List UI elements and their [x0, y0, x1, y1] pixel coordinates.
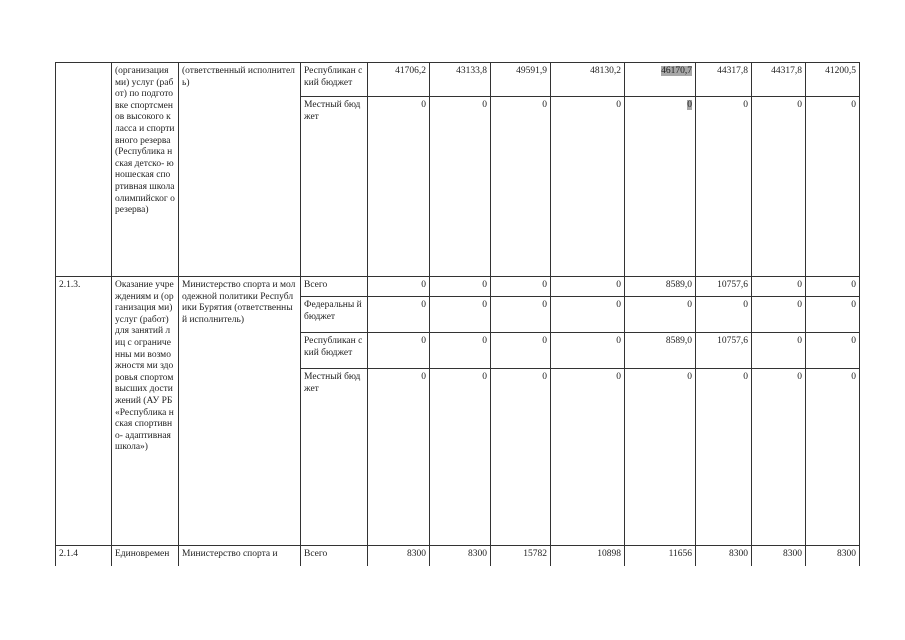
value-cell: 0 — [368, 369, 430, 546]
value-cell: 11656 — [625, 546, 696, 566]
value-cell: 0 — [430, 297, 491, 333]
value-cell: 0 — [491, 277, 551, 297]
source-cell: Всего — [301, 277, 368, 297]
value-cell: 0 — [752, 97, 806, 277]
source-cell: Местный бюджет — [301, 97, 368, 277]
table-row — [56, 63, 860, 97]
value-cell: 0 — [752, 369, 806, 546]
cursor-selection: 0 — [687, 100, 692, 110]
program-cell: Оказание учреждениям и (организация ми) услуг (работ) для занятий лиц с ограниченны ми возможностя ми здоровья спортом высших достижений (АУ РБ «Республика нская спортивно- адаптивная школа») — [112, 277, 179, 546]
source-cell: Местный бюджет — [301, 369, 368, 546]
value-cell: 0 — [696, 297, 752, 333]
value-cell: 0 — [551, 333, 625, 369]
value-cell: 0 — [806, 277, 860, 297]
value-cell: 44317,8 — [752, 63, 806, 97]
budget-table — [55, 62, 860, 566]
value-cell: 0 — [430, 97, 491, 277]
value-cell: 0 — [752, 277, 806, 297]
value-cell: 44317,8 — [696, 63, 752, 97]
value-cell: 0 — [806, 97, 860, 277]
value-cell: 0 — [368, 333, 430, 369]
value-cell: 10757,6 — [696, 277, 752, 297]
value-cell: 0 — [625, 369, 696, 546]
item-number-cell: 2.1.4 — [56, 546, 112, 566]
value-cell: 0 — [551, 97, 625, 277]
value-cell: 8300 — [696, 546, 752, 566]
value-cell: 0 — [430, 333, 491, 369]
value-cell: 8300 — [806, 546, 860, 566]
value-cell: 0 — [368, 277, 430, 297]
value-cell: 43133,8 — [430, 63, 491, 97]
value-cell: 41200,5 — [806, 63, 860, 97]
value-cell: 0 — [806, 297, 860, 333]
value-cell: 0 — [806, 369, 860, 546]
value-cell: 0 — [752, 333, 806, 369]
value-cell: 0 — [551, 369, 625, 546]
value-cell: 8300 — [752, 546, 806, 566]
executor-cell: Министерство спорта и молодежной политики Республики Бурятия (ответственный исполнитель) — [179, 277, 301, 546]
value-cell: 0 — [696, 97, 752, 277]
selected-value: 46170,7 — [661, 66, 692, 76]
value-cell: 8589,0 — [625, 277, 696, 297]
value-cell: 0 — [491, 97, 551, 277]
value-cell: 8300 — [368, 546, 430, 566]
value-cell — [625, 97, 696, 277]
value-cell — [625, 63, 696, 97]
table-row — [56, 277, 860, 297]
value-cell: 8300 — [430, 546, 491, 566]
source-cell: Федеральны й бюджет — [301, 297, 368, 333]
source-cell: Всего — [301, 546, 368, 566]
value-cell: 0 — [696, 369, 752, 546]
value-cell: 49591,9 — [491, 63, 551, 97]
value-cell: 0 — [551, 297, 625, 333]
value-cell: 41706,2 — [368, 63, 430, 97]
value-cell: 0 — [368, 297, 430, 333]
value-cell: 48130,2 — [551, 63, 625, 97]
value-cell: 0 — [752, 297, 806, 333]
value-cell: 0 — [491, 297, 551, 333]
value-cell: 8589,0 — [625, 333, 696, 369]
value-cell: 15782 — [491, 546, 551, 566]
table-row — [56, 546, 860, 566]
value-cell: 0 — [551, 277, 625, 297]
value-cell: 0 — [430, 277, 491, 297]
executor-cell: Министерство спорта и — [179, 546, 301, 566]
source-cell: Республикан ский бюджет — [301, 63, 368, 97]
value-cell: 0 — [806, 333, 860, 369]
value-cell: 0 — [491, 333, 551, 369]
value-cell: 0 — [491, 369, 551, 546]
item-number-cell: 2.1.3. — [56, 277, 112, 546]
value-cell: 0 — [625, 297, 696, 333]
program-cell: Единовремен — [112, 546, 179, 566]
value-cell: 10757,6 — [696, 333, 752, 369]
item-number-cell — [56, 63, 112, 277]
program-cell: (организация ми) услуг (работ) по подготовке спортсменов высокого класса и спортивного резерва (Республика нская детско- юношеская спортивная школа олимпийског о резерва) — [112, 63, 179, 277]
source-cell: Республикан ский бюджет — [301, 333, 368, 369]
value-cell: 10898 — [551, 546, 625, 566]
value-cell: 0 — [368, 97, 430, 277]
executor-cell: (ответственный исполнитель) — [179, 63, 301, 277]
value-cell: 0 — [430, 369, 491, 546]
